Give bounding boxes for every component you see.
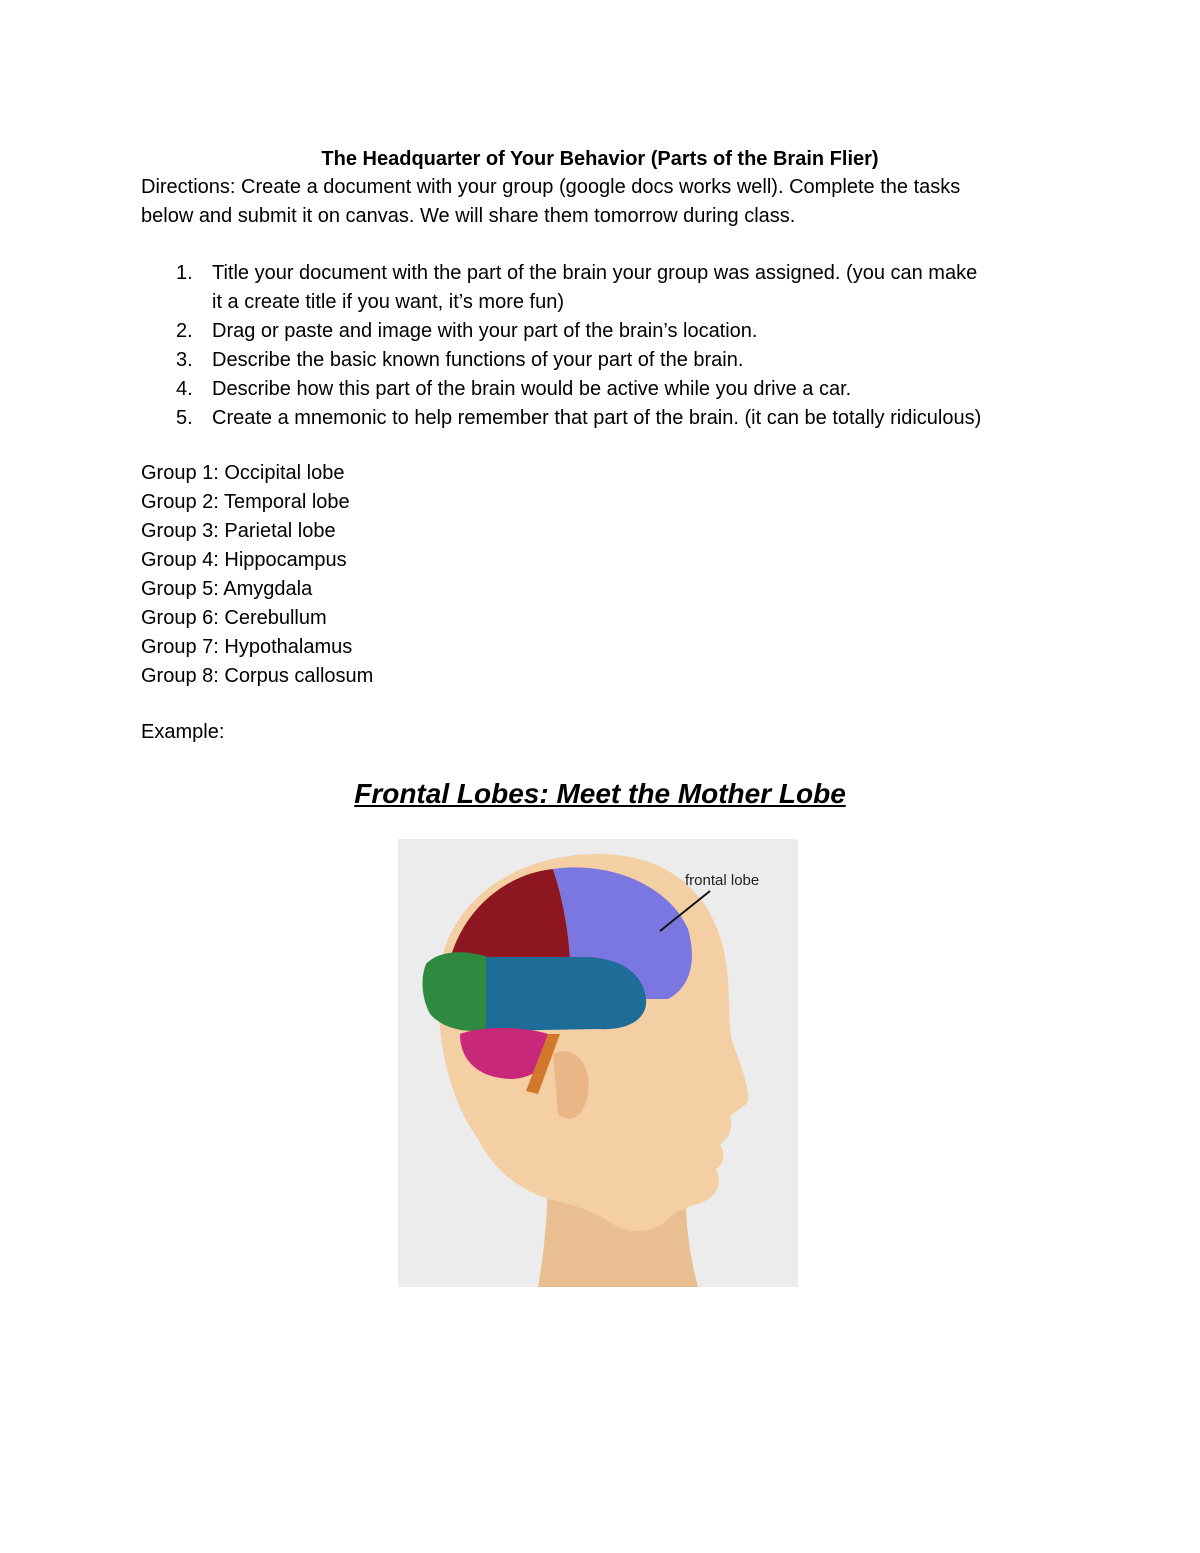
task-text: Title your document with the part of the brain your group was assigned. (you can make xyxy=(212,262,978,284)
group-assignment: Group 6: Cerebullum xyxy=(141,607,327,629)
task-item xyxy=(141,317,1061,346)
frontal-lobe-label: frontal lobe xyxy=(685,872,760,889)
task-list xyxy=(141,259,1061,433)
task-text-continued: it a create title if you want, it’s more fun) xyxy=(212,291,565,313)
task-number: 5. xyxy=(176,407,193,429)
group-assignment: Group 7: Hypothalamus xyxy=(141,636,353,658)
temporal-lobe-region xyxy=(486,957,646,1031)
directions-paragraph xyxy=(141,173,1051,231)
task-text: Drag or paste and image with your part of the brain’s location. xyxy=(212,320,758,342)
group-assignment: Group 2: Temporal lobe xyxy=(141,491,350,513)
task-text: Create a mnemonic to help remember that part of the brain. (it can be totally ridiculous) xyxy=(212,407,982,429)
group-assignment: Group 1: Occipital lobe xyxy=(141,462,345,484)
task-number: 2. xyxy=(176,320,193,342)
example-title: Frontal Lobes: Meet the Mother Lobe xyxy=(354,778,846,809)
document-title: The Headquarter of Your Behavior (Parts of the Brain Flier) xyxy=(321,148,879,170)
task-item xyxy=(141,404,1061,433)
group-assignment: Group 8: Corpus callosum xyxy=(141,665,374,687)
task-text: Describe the basic known functions of your part of the brain. xyxy=(212,349,744,371)
group-assignment: Group 4: Hippocampus xyxy=(141,549,347,571)
directions-line-1: Directions: Create a document with your group (google docs works well). Complete the tasks xyxy=(141,176,961,198)
task-number: 1. xyxy=(176,262,193,284)
task-item xyxy=(141,259,1061,317)
task-number: 3. xyxy=(176,349,193,371)
group-assignment-list xyxy=(141,459,373,691)
directions-line-2: below and submit it on canvas. We will share them tomorrow during class. xyxy=(141,205,796,227)
example-label: Example: xyxy=(141,721,225,743)
group-assignment: Group 5: Amygdala xyxy=(141,578,313,600)
task-text: Describe how this part of the brain would be active while you drive a car. xyxy=(212,378,852,400)
group-assignment: Group 3: Parietal lobe xyxy=(141,520,336,542)
brain-diagram-image xyxy=(398,839,798,1287)
task-item xyxy=(141,346,1061,375)
occipital-lobe-region xyxy=(423,952,488,1031)
task-number: 4. xyxy=(176,378,193,400)
task-item xyxy=(141,375,1061,404)
brain-illustration xyxy=(398,839,798,1287)
